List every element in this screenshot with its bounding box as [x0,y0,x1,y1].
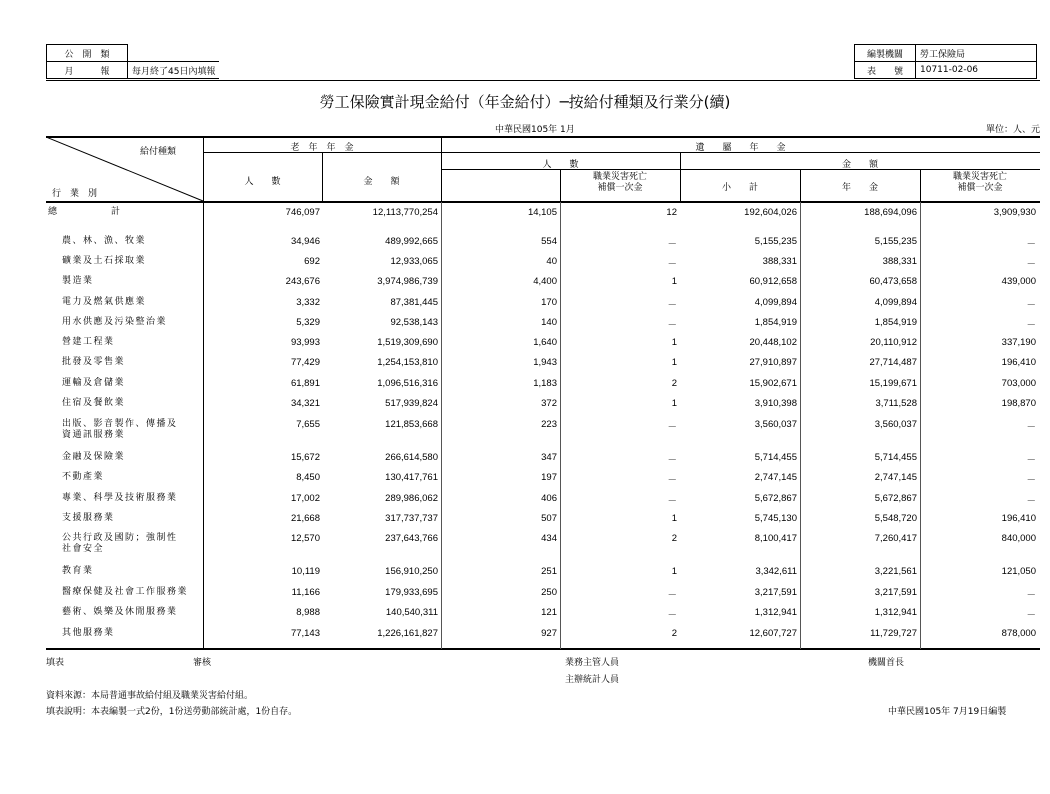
row-label: 住宿及餐飲業 [62,398,126,408]
row-cell: 14,105 [527,207,557,218]
table-no-label: 表 號 [855,62,916,79]
row-cell: 93,993 [290,337,320,348]
row-cell: 60,473,658 [869,276,917,287]
row-cell: 27,714,487 [869,357,917,368]
row-cell: 34,321 [290,398,320,409]
row-cell: 5,672,867 [874,493,917,504]
row-cell: 2,747,145 [874,472,917,483]
row-cell: 5,745,130 [754,513,797,524]
row-cell: 12,570 [290,533,320,544]
row-cell: 347 [541,452,557,463]
row-cell: 87,381,445 [390,297,438,308]
row-cell: 198,870 [1001,398,1036,409]
row-cell: 2 [671,628,677,639]
row-cell: 1 [671,566,677,577]
row-cell: 3,221,561 [874,566,917,577]
row-cell: 439,000 [1001,276,1036,287]
row-label: 其他服務業 [62,628,115,638]
row-cell: 703,000 [1001,378,1036,389]
row-cell: 10,119 [291,566,320,577]
row-cell: 1,312,941 [874,607,917,618]
row-cell: 8,450 [296,472,320,483]
row-cell: 8,100,417 [754,533,797,544]
row-cell: － [1026,475,1036,486]
row-cell: 692 [304,256,320,267]
row-cell: 243,676 [285,276,320,287]
row-label: 公共行政及國防；強制性 社會安全 [62,533,178,554]
row-cell: 1,854,919 [754,317,797,328]
row-cell: 5,672,867 [754,493,797,504]
row-label: 營建工程業 [62,337,115,347]
col-annuity: 年 金 [841,183,878,193]
row-cell: － [667,610,677,621]
row-cell: 20,110,912 [870,337,917,348]
row-cell: 1,854,919 [874,317,917,328]
row-cell: 192,604,026 [744,207,797,218]
sign-business-head: 業務主管人員 [565,658,620,668]
row-cell: 840,000 [1001,533,1036,544]
row-cell: 27,910,897 [749,357,797,368]
date-line: 中華民國105年 1月 [495,125,575,135]
corner-top-label: 給付種類 [140,147,177,157]
row-cell: 2 [671,378,677,389]
row-cell: 223 [541,419,557,430]
col-occ-lump-persons: 職業災害死亡 補償一次金 [592,172,647,193]
row-cell: － [1026,259,1036,270]
header-right-box [854,44,1037,79]
row-cell: 289,986,062 [385,493,438,504]
row-label: 總 計 [48,207,122,217]
row-cell: 372 [541,398,557,409]
row-cell: 878,000 [1001,628,1036,639]
row-cell: － [667,300,677,311]
row-label: 礦業及土石採取業 [62,256,147,266]
row-cell: 434 [541,533,557,544]
row-cell: 5,714,455 [874,452,917,463]
row-cell: 130,417,761 [385,472,438,483]
row-cell: － [667,320,677,331]
row-cell: 7,655 [296,419,320,430]
row-cell: 1 [671,337,677,348]
row-cell: － [667,259,677,270]
row-cell: 266,614,580 [385,452,438,463]
row-cell: 3,342,611 [755,566,797,577]
row-cell: 1 [671,398,677,409]
row-cell: － [667,496,677,507]
row-cell: 406 [541,493,557,504]
row-cell: 517,939,824 [385,398,438,409]
sign-reviewer: 審核 [193,658,212,668]
old-age-pension-header: 老 年 年 金 [290,143,354,153]
row-label: 藝術、娛樂及休閒服務業 [62,607,178,617]
row-cell: 34,946 [290,236,320,247]
row-cell: － [667,590,677,601]
row-cell: 1,519,309,690 [377,337,438,348]
row-cell: 140 [541,317,557,328]
row-cell: － [667,455,677,466]
row-cell: 317,737,737 [385,513,438,524]
row-cell: 3,560,037 [754,419,797,430]
row-cell: 1 [671,276,677,287]
sign-statistics: 主辦統計人員 [565,675,620,685]
public-class-label: 公 開 類 [47,45,128,62]
sign-filler: 填表 [46,658,65,668]
row-cell: 237,643,766 [385,533,438,544]
row-cell: 2,747,145 [754,472,797,483]
row-cell: － [667,239,677,250]
row-cell: 140,540,311 [385,607,438,618]
row-label: 電力及燃氣供應業 [62,297,147,307]
row-cell: － [1026,455,1036,466]
data-source-note: 資料來源：本局普通事故給付組及職業災害給付組。 [46,691,254,701]
row-cell: 1,312,941 [754,607,797,618]
report-deadline: 每月終了45日內填報 [128,62,220,79]
row-label: 製造業 [62,276,94,286]
row-cell: 11,166 [291,587,320,598]
row-cell: 60,912,658 [749,276,797,287]
row-cell: 12,113,770,254 [372,207,438,218]
row-cell: 61,891 [290,378,320,389]
row-cell: 4,099,894 [874,297,917,308]
page-title: 勞工保險實計現金給付（年金給付）─按給付種類及行業分(續) [319,93,731,111]
corner-bottom-label: 行 業 別 [52,189,98,199]
row-cell: 1 [671,513,677,524]
row-label: 支援服務業 [62,513,115,523]
row-cell: 77,143 [290,628,320,639]
row-cell: 4,400 [533,276,557,287]
row-cell: 3,560,037 [874,419,917,430]
agency-value: 勞工保險局 [916,45,1037,62]
row-cell: 7,260,417 [874,533,917,544]
row-cell: 1 [671,357,677,368]
row-label: 醫療保健及社會工作服務業 [62,587,189,597]
row-cell: 15,199,671 [869,378,917,389]
row-label: 專業、科學及技術服務業 [62,493,178,503]
compiled-date: 中華民國105年 7月19日編製 [888,707,1007,717]
row-cell: 179,933,695 [385,587,438,598]
sign-agency-head: 機關首長 [868,658,905,668]
row-cell: 1,254,153,810 [377,357,438,368]
row-label: 運輸及倉儲業 [62,378,126,388]
row-cell: 3,909,930 [993,207,1036,218]
row-cell: 251 [541,566,557,577]
row-cell: － [667,422,677,433]
survivor-pension-header: 遺 屬 年 金 [695,143,786,153]
row-cell: 40 [546,256,557,267]
row-cell: 197 [541,472,557,483]
row-cell: 5,155,235 [754,236,797,247]
row-cell: 1,943 [533,357,557,368]
row-cell: 3,711,528 [875,398,917,409]
report-type-label: 月 報 [47,62,128,79]
persons-group-header: 人 數 [542,160,579,170]
row-cell: 3,217,591 [874,587,917,598]
row-label: 教育業 [62,566,94,576]
col-persons: 人 數 [244,177,281,187]
row-label: 金融及保險業 [62,452,126,462]
header-left-box [46,44,219,79]
col-subtotal: 小 計 [721,183,758,193]
row-cell: 927 [541,628,557,639]
row-cell: 1,183 [533,378,557,389]
row-cell: 388,331 [762,256,797,267]
unit-label: 單位：人、元 [985,125,1040,135]
row-cell: 3,974,986,739 [377,276,438,287]
row-cell: 5,155,235 [874,236,917,247]
row-cell: － [1026,239,1036,250]
row-cell: － [667,475,677,486]
row-cell: 388,331 [882,256,917,267]
row-cell: 3,910,398 [754,398,797,409]
row-cell: 156,910,250 [385,566,438,577]
row-cell: 121 [541,607,557,618]
row-cell: － [1026,300,1036,311]
row-cell: 21,668 [290,513,320,524]
row-cell: 4,099,894 [754,297,797,308]
row-cell: 121,853,668 [385,419,438,430]
row-label: 不動產業 [62,472,105,482]
row-cell: － [1026,610,1036,621]
row-cell: 5,714,455 [754,452,797,463]
col-amount: 金 額 [363,177,400,187]
row-cell: － [1026,590,1036,601]
row-label: 出版、影音製作、傳播及 資通訊服務業 [62,419,178,440]
row-cell: 337,190 [1001,337,1036,348]
fill-instructions-note: 填表說明：本表編製一式2份，1份送勞動部統計處，1份自存。 [46,707,298,717]
row-cell: 489,992,665 [385,236,438,247]
row-cell: 196,410 [1001,357,1036,368]
row-label: 農、林、漁、牧業 [62,236,147,246]
row-cell: 15,672 [290,452,320,463]
row-cell: 3,217,591 [754,587,797,598]
row-cell: 8,988 [296,607,320,618]
row-cell: 5,329 [296,317,320,328]
header-rule [46,80,1040,81]
agency-label: 編製機關 [855,45,916,62]
row-cell: 12 [666,207,677,218]
row-cell: 1,226,161,827 [377,628,438,639]
row-cell: 12,607,727 [749,628,797,639]
row-cell: 5,548,720 [874,513,917,524]
row-cell: 121,050 [1001,566,1036,577]
row-cell: 1,096,516,316 [377,378,438,389]
row-cell: 92,538,143 [390,317,438,328]
row-cell: － [1026,496,1036,507]
amount-group-header: 金 額 [841,160,878,170]
row-cell: 17,002 [290,493,320,504]
row-cell: 188,694,096 [864,207,917,218]
row-label: 批發及零售業 [62,357,126,367]
row-cell: 554 [541,236,557,247]
row-cell: 77,429 [290,357,320,368]
table-no-value: 10711-02-06 [916,62,1037,79]
row-cell: 507 [541,513,557,524]
row-cell: 170 [541,297,557,308]
row-cell: 2 [671,533,677,544]
row-cell: 12,933,065 [390,256,438,267]
row-cell: － [1026,320,1036,331]
row-cell: 746,097 [285,207,320,218]
row-cell: 20,448,102 [749,337,797,348]
row-cell: 250 [541,587,557,598]
row-cell: 196,410 [1001,513,1036,524]
row-cell: 11,729,727 [870,628,917,639]
row-label: 用水供應及污染整治業 [62,317,168,327]
col-occ-lump-amount: 職業災害死亡 補償一次金 [952,172,1007,193]
row-cell: 1,640 [533,337,557,348]
row-cell: 15,902,671 [749,378,797,389]
row-cell: 3,332 [296,297,320,308]
row-cell: － [1026,422,1036,433]
